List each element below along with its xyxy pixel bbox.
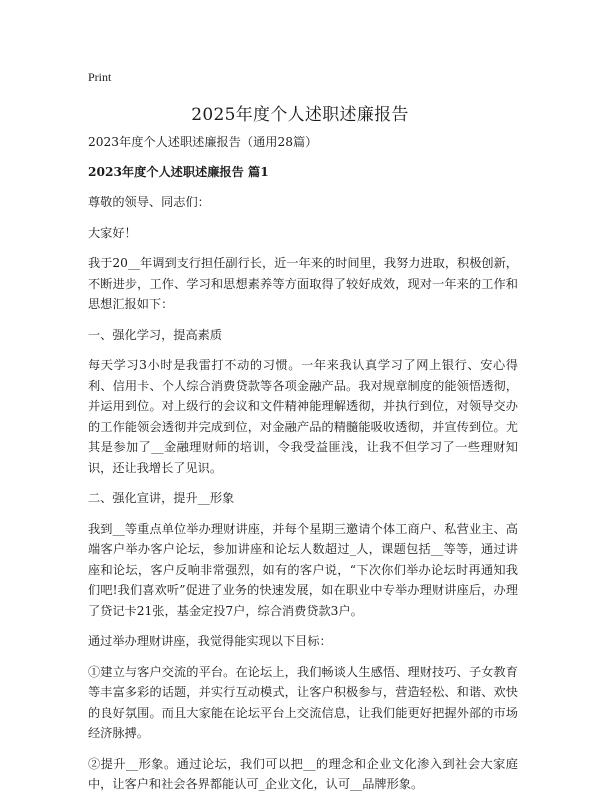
goal-item-1: ①建立与客户交流的平台。在论坛上，我们畅谈人生感悟、理财技巧、子女教育等丰富多彩的话题，并实行互动模式，让客户积极参与，营造轻松、和谐、欢快的良好氛围。而且大家能在论坛平台上交流信息，让我们能更好把握外部的市场经济脉搏。: [88, 664, 518, 740]
goals-intro: 通过举办理财讲座，我觉得能实现以下目标：: [88, 634, 332, 648]
intro-paragraph: 我于20__年调到支行担任副行长，近一年来的时间里，我努力进取，积极创新，不断进步，工作、学习和思想素养等方面取得了较好成效，现对一年来的工作和思想汇报如下：: [88, 256, 518, 311]
subheading-publicity: 二、强化宣讲，提升__形象: [88, 491, 235, 505]
publicity-paragraph: 我到__等重点单位举办理财讲座，并每个星期三邀请个体工商户、私营业主、高端客户举办客户论坛，参加讲座和论坛人数超过_人，课题包括__等等，通过讲座和论坛，客户反响非常强烈，如有的客户说，“下次你们举办论坛时再通知我们吧!我们喜欢听”促进了业务的快速发展，如在职业中专举办理财讲座后，办理了贷记卡21张，基金定投7户，综合消费贷款3户。: [88, 521, 518, 618]
print-link[interactable]: Print: [88, 70, 112, 84]
document-body: [88, 132, 518, 805]
section-heading: 2023年度个人述职述廉报告 篇1: [88, 164, 269, 179]
greeting: 大家好！: [88, 225, 137, 240]
subheading-study: 一、强化学习，提高素质: [88, 327, 223, 342]
salutation: 尊敬的领导、同志们：: [88, 195, 210, 209]
study-paragraph: 每天学习3小时是我雷打不动的习惯。一年来我认真学习了网上银行、安心得利、信用卡、个人综合消费贷款等各项金融产品。我对规章制度的能领悟透彻，并运用到位。对上级行的会议和文件精神能理解透彻，并执行到位，对领导交办的工作能领会透彻并完成到位，对金融产品的精髓能吸收透彻，并宣传到位。尤其是参加了__金融理财师的培训，令我受益匪浅，让我不但学习了一些理财知识，还让我增长了见识。: [88, 358, 518, 475]
goal-item-2: ②提升__形象。通过论坛，我们可以把__的理念和企业文化渗入到社会大家庭中，让客户和社会各界都能认可_企业文化，认可__品牌形象。: [88, 756, 518, 791]
page-title: 2025年度个人述职述廉报告: [191, 105, 409, 125]
document-subtitle: 2023年度个人述职述廉报告（通用28篇）: [88, 135, 318, 149]
